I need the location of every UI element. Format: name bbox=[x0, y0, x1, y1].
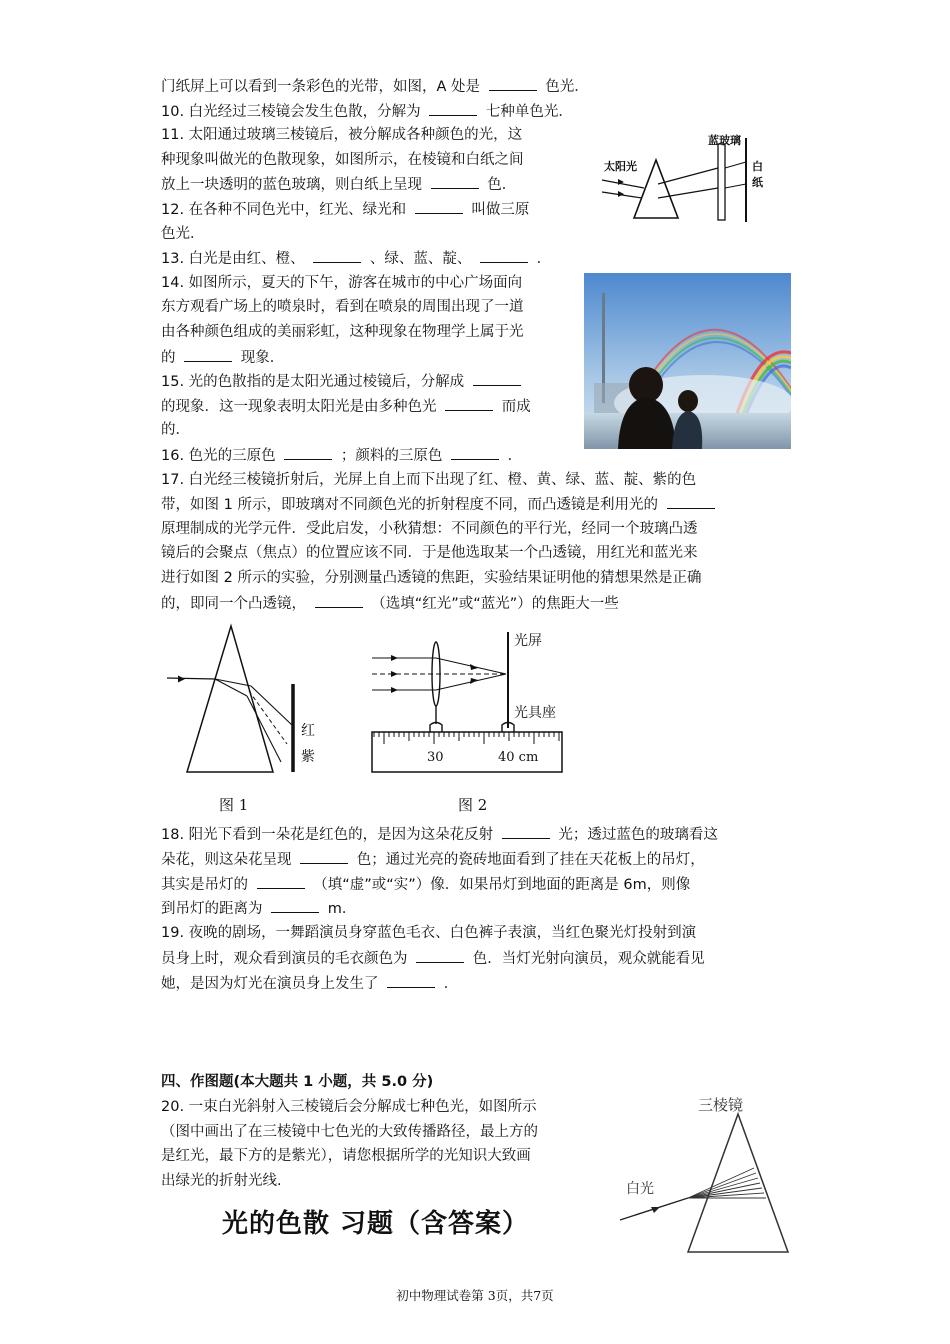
text-line bbox=[161, 445, 522, 466]
figure-1-prism-dispersion bbox=[163, 622, 323, 782]
line-text: 的． bbox=[161, 422, 190, 439]
line-text: 的，即同一个凸透镜， bbox=[161, 595, 311, 612]
page-footer: 初中物理试卷第 3页，共7页 bbox=[396, 1288, 554, 1303]
text-line bbox=[161, 347, 284, 368]
line-text: 原理制成的光学元件．受此启发，小秋猜想：不同颜色的平行光，经同一个玻璃凸透 bbox=[161, 520, 698, 537]
line-text: ． bbox=[439, 975, 459, 992]
answer-blank bbox=[300, 849, 348, 864]
text-line bbox=[161, 101, 573, 122]
line-text: 放上一块透明的蓝色玻璃，则白纸上呈现 bbox=[161, 177, 427, 194]
line-text: 员身上时，观众看到演员的毛衣颜色为 bbox=[161, 951, 413, 967]
answer-blank bbox=[257, 874, 305, 889]
line-text: 13. 白光是由红、橙、 bbox=[161, 251, 310, 268]
line-text: 18. 阳光下看到一朵花是红色的，是因为这朵花反射 bbox=[161, 827, 498, 843]
text-line bbox=[161, 874, 690, 895]
text-line bbox=[161, 470, 696, 490]
fountain-rainbow-photo bbox=[584, 273, 791, 449]
line-text: ． bbox=[503, 448, 523, 464]
screen-label: 光屏 bbox=[514, 633, 542, 649]
text-line: 是红光，最下方的是紫光），请您根据所学的光知识大致画 bbox=[161, 1148, 531, 1164]
answer-blank bbox=[271, 898, 319, 913]
text-line bbox=[161, 322, 524, 342]
line-text: 12. 在各种不同色光中，红光、绿光和 bbox=[161, 202, 411, 218]
text-line bbox=[161, 224, 205, 244]
answer-blank bbox=[284, 445, 332, 460]
text-line bbox=[161, 494, 719, 515]
answer-blank bbox=[451, 445, 499, 460]
answer-blank bbox=[184, 347, 232, 362]
text-line bbox=[161, 519, 698, 539]
line-text: 色光． bbox=[161, 225, 205, 242]
answer-blank bbox=[480, 248, 528, 263]
text-line bbox=[161, 923, 696, 943]
figure-2-caption: 图 2 bbox=[458, 796, 488, 814]
line-text: 而成 bbox=[497, 398, 531, 415]
line-text: 种现象叫做光的色散现象，如图所示，在棱镜和白纸之间 bbox=[161, 151, 524, 168]
tick-30-label: 30 bbox=[427, 750, 444, 765]
line-text: 叫做三原 bbox=[466, 202, 530, 218]
answer-blank bbox=[667, 494, 715, 509]
line-text: 17. 白光经三棱镜折射后，光屏上自上而下出现了红、橙、黄、绿、蓝、靛、紫的色 bbox=[161, 471, 697, 488]
line-text: 、绿、蓝、靛、 bbox=[365, 251, 476, 268]
line-text: 七种单色光． bbox=[481, 103, 573, 120]
text-line bbox=[161, 568, 701, 588]
text-line bbox=[161, 973, 458, 994]
answer-blank bbox=[315, 593, 363, 608]
text-line bbox=[161, 420, 190, 440]
line-text: 门纸屏上可以看到一条彩色的光带，如图，A 处是 bbox=[161, 79, 485, 95]
answer-blank bbox=[473, 371, 521, 386]
text-line bbox=[161, 76, 589, 97]
line-text: 16. 色光的三原色 bbox=[161, 448, 281, 464]
text-line bbox=[161, 396, 531, 417]
line-text: 进行如图 2 所示的实验，分别测量凸透镜的焦距，实验结果证明他的猜想果然是正确 bbox=[161, 570, 702, 586]
optical-bench-label: 光具座 bbox=[514, 705, 556, 721]
answer-blank bbox=[502, 824, 550, 839]
line-text: 到吊灯的距离为 bbox=[161, 901, 268, 918]
figure-1-caption: 图 1 bbox=[219, 796, 249, 814]
text-line: （图中画出了在三棱镜中七色光的大致传播路径，最上方的 bbox=[161, 1123, 538, 1140]
line-text: 色． bbox=[482, 177, 517, 194]
line-text: 10. 白光经过三棱镜会发生色散，分解为 bbox=[161, 103, 426, 120]
text-line bbox=[161, 824, 718, 845]
line-text: 15. 光的色散指的是太阳光通过棱镜后，分解成 bbox=[161, 374, 469, 391]
text-line bbox=[161, 593, 619, 614]
line-text: 19. 夜晚的剧场，一舞蹈演员身穿蓝色毛衣、白色裤子表演，当红色聚光灯投射到演 bbox=[161, 925, 697, 942]
line-text: 色光． bbox=[540, 79, 589, 95]
text-line bbox=[161, 849, 705, 870]
line-text: 的现象．这一现象表明太阳光是由多种色光 bbox=[161, 398, 442, 415]
white-light-label: 白光 bbox=[626, 1181, 654, 1197]
line-text: 的 bbox=[161, 349, 181, 366]
line-text: 带，如图 1 所示，即玻璃对不同颜色光的折射程度不同，而凸透镜是利用光的 bbox=[161, 497, 663, 514]
blue-glass-label: 蓝玻璃 bbox=[708, 134, 741, 147]
text-line bbox=[161, 248, 551, 269]
text-line bbox=[161, 297, 524, 317]
answer-blank bbox=[489, 76, 537, 91]
document-title: 光的色散 习题（含答案） bbox=[222, 1209, 530, 1239]
figure-2-lens-experiment bbox=[368, 628, 568, 778]
line-text: 由各种颜色组成的美丽彩虹，这种现象在物理学上属于光 bbox=[161, 324, 524, 340]
text-line bbox=[161, 174, 516, 195]
white-paper-label: 白纸 bbox=[752, 160, 763, 189]
line-text: 东方观看广场上的喷泉时，看到在喷泉的周围出现了一道 bbox=[161, 299, 524, 316]
line-text: 14. 如图所示，夏天的下午，游客在城市的中心广场面向 bbox=[161, 274, 523, 291]
prism-blue-glass-figure bbox=[596, 128, 772, 224]
answer-blank bbox=[387, 973, 435, 988]
line-text: m． bbox=[323, 901, 357, 918]
figure-20-prism bbox=[612, 1094, 792, 1258]
answer-blank bbox=[415, 199, 463, 214]
line-text: 她，是因为灯光在演员身上发生了 bbox=[161, 975, 384, 992]
answer-blank bbox=[313, 248, 361, 263]
section-heading: 四、作图题(本大题共 1 小题，共 5.0 分) bbox=[161, 1074, 434, 1090]
line-text: 色；通过光亮的瓷砖地面看到了挂在天花板上的吊灯， bbox=[352, 851, 705, 868]
line-text: 其实是吊灯的 bbox=[161, 876, 253, 893]
line-text: 朵花，则这朵花呈现 bbox=[161, 851, 297, 868]
line-text: 光；透过蓝色的玻璃看这 bbox=[553, 827, 718, 843]
answer-blank bbox=[431, 174, 479, 189]
red-label: 红 bbox=[301, 723, 315, 739]
line-text: 色．当灯光射向演员，观众就能看见 bbox=[468, 951, 705, 967]
text-line bbox=[161, 898, 356, 919]
line-text: （选填“红光”或“蓝光”）的焦距大一些 bbox=[366, 595, 619, 612]
tick-40-label: 40 cm bbox=[498, 750, 539, 765]
line-text: （填“虚”或“实”）像．如果吊灯到地面的距离是 6m，则像 bbox=[308, 876, 691, 893]
text-line bbox=[161, 273, 522, 293]
line-text: ． bbox=[532, 251, 552, 268]
text-line bbox=[161, 199, 529, 220]
text-line bbox=[161, 150, 524, 170]
prism-title-label: 三棱镜 bbox=[698, 1096, 744, 1114]
text-line bbox=[161, 948, 705, 969]
answer-blank bbox=[429, 101, 477, 116]
violet-label: 紫 bbox=[301, 749, 315, 765]
text-line: 出绿光的折射光线. bbox=[161, 1172, 282, 1189]
line-text: ；颜料的三原色 bbox=[336, 448, 447, 464]
answer-blank bbox=[445, 396, 493, 411]
line-text: 镜后的会聚点（焦点）的位置应该不同．于是他选取某一个凸透镜，用红光和蓝光来 bbox=[161, 545, 698, 562]
text-line bbox=[161, 371, 525, 392]
line-text: 11. 太阳通过玻璃三棱镜后，被分解成各种颜色的光，这 bbox=[161, 127, 523, 144]
sunlight-label: 太阳光 bbox=[604, 160, 637, 173]
text-line bbox=[161, 543, 698, 563]
line-text: 现象． bbox=[236, 349, 285, 366]
answer-blank bbox=[416, 948, 464, 963]
text-line: 20. 一束白光斜射入三棱镜后会分解成七种色光，如图所示 bbox=[161, 1099, 537, 1115]
text-line bbox=[161, 125, 522, 145]
